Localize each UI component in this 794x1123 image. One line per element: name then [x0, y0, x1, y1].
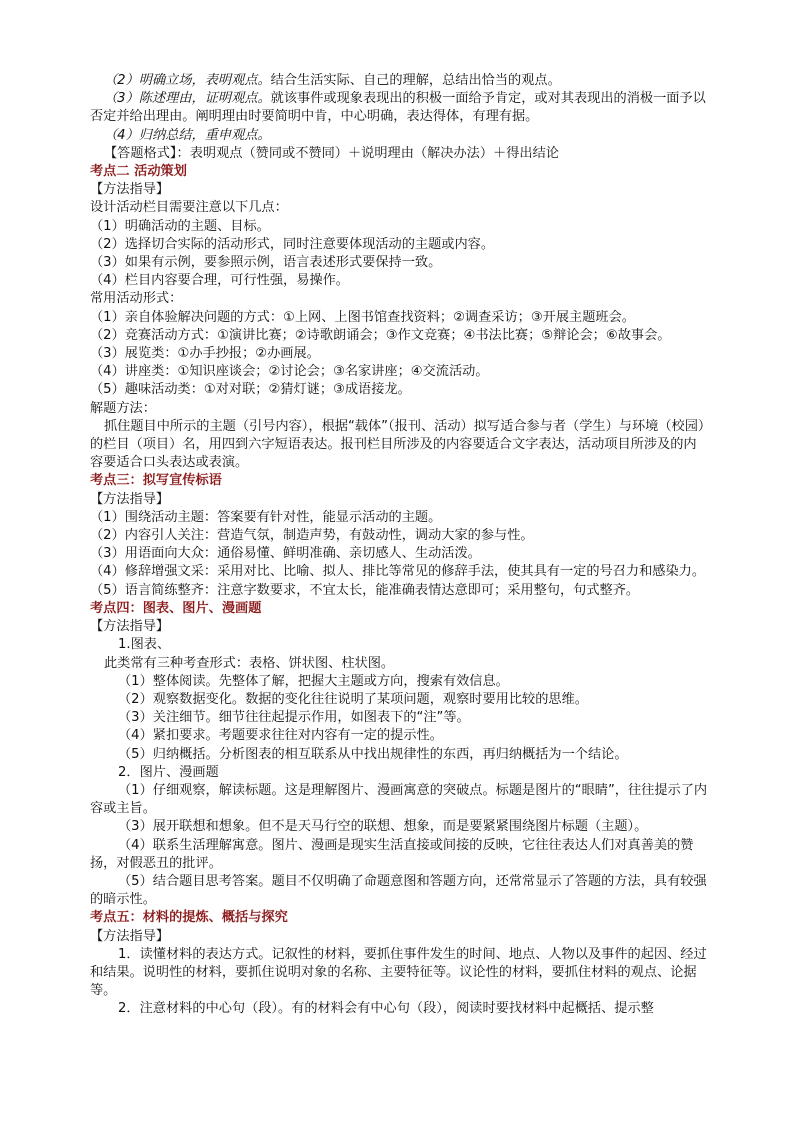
- text-run: 2．图片、漫画题: [118, 764, 219, 780]
- text-run: （2）竞赛活动方式：①演讲比赛；②诗歌朗诵会；③作文竞赛；④书法比赛；⑤辩论会；⑥故事会。: [90, 327, 671, 343]
- text-line: [90, 1000, 708, 1018]
- text-line: [90, 527, 708, 545]
- text-line: [90, 400, 708, 418]
- text-run: （1）亲自体验解决问题的方式：①上网、上图书馆查找资料；②调查采访；③开展主题班会。: [90, 309, 635, 325]
- text-run: 考点二 活动策划: [90, 164, 187, 180]
- text-run: （2）明确立场，表明观点。: [104, 73, 271, 88]
- text-line: [90, 709, 708, 727]
- text-run: （3）用语面向大众：通俗易懂、鲜明准确、亲切感人、生动活泼。: [90, 546, 481, 562]
- text-line: [90, 946, 708, 1001]
- text-line: [90, 636, 708, 654]
- text-line: [90, 327, 708, 345]
- text-line: [90, 199, 708, 217]
- text-run: （5）趣味活动类：①对对联；②猜灯谜；③成语接龙。: [90, 382, 411, 398]
- text-line: [90, 236, 708, 254]
- text-run: 就该事件或现象表现出的积极一面给予肯定，或对其表现出的消极一面予以否定并给出理由。阐明理由时要简明中肯，中心明确，表达得体，有理有据。: [90, 91, 706, 125]
- text-line: [90, 727, 708, 745]
- text-run: 常用活动形式：: [90, 291, 183, 307]
- document-page: [90, 72, 708, 1019]
- text-run: （4）联系生活理解寓意。图片、漫画是现实生活直接或间接的反映，它往往表达人们对真善美的赞扬，对假恶丑的批评。: [90, 837, 694, 871]
- text-run: （2）内容引人关注：营造气氛，制造声势，有鼓动性，调动大家的参与性。: [90, 528, 534, 544]
- text-line: [90, 509, 708, 527]
- text-run: （3）关注细节。细节往往起提示作用，如图表下的“注”等。: [118, 710, 470, 726]
- text-line: [90, 818, 708, 836]
- text-run: 此类常有三种考查形式：表格、饼状图、柱状图。: [104, 655, 395, 671]
- text-run: 【答题格式】：表明观点（赞同或不赞同）＋说明理由（解决办法）＋得出结论: [104, 145, 559, 161]
- text-run: （5）归纳概括。分析图表的相互联系从中找出规律性的东西，再归纳概括为一个结论。: [118, 746, 628, 762]
- text-run: （1）明确活动的主题、目标。: [90, 218, 270, 234]
- text-line: [90, 145, 708, 163]
- text-run: （4）栏目内容要合理，可行性强，易操作。: [90, 273, 349, 289]
- text-run: 考点五：材料的提炼、概括与探究: [90, 910, 288, 926]
- section-heading: [90, 472, 708, 490]
- text-line: [90, 618, 708, 636]
- text-line: [90, 381, 708, 399]
- text-line: [90, 254, 708, 272]
- text-run: 1．读懂材料的表达方式。记叙性的材料，要抓住事件发生的时间、地点、人物以及事件的起因、经过和结果。说明性的材料，要抓住说明对象的名称、主要特征等。议论性的材料，要抓住材料的观点、论据等。: [90, 946, 707, 999]
- text-run: （1）仔细观察，解读标题。这是理解图片、漫画寓意的突破点。标题是图片的“眼睛”，往往提示了内容或主旨。: [90, 782, 708, 817]
- text-line: [90, 837, 708, 873]
- text-line: [90, 272, 708, 290]
- text-line: [90, 418, 708, 473]
- text-line: [90, 290, 708, 308]
- text-run: （1）整体阅读。先整体了解，把握大主题或方向，搜索有效信息。: [118, 673, 509, 689]
- text-run: 抓住题目中所示的主题（引号内容），根据“载体”（报刊、活动）拟写适合参与者（学生）与环境（校园）的栏目（项目）名，用四到六字短语表达。报刊栏目所涉及的内容要适合文字表达，活动项目所涉及的内容要适合口头表达或表演。: [90, 418, 705, 471]
- text-run: 考点四：图表、图片、漫画题: [90, 600, 262, 616]
- text-line: [90, 309, 708, 327]
- text-run: （3）展览类：①办手抄报；②办画展。: [90, 346, 320, 362]
- text-run: 1.图表、: [118, 637, 171, 653]
- text-run: （3）陈述理由，证明观点。: [104, 91, 271, 107]
- text-run: 设计活动栏目需要注意以下几点：: [90, 200, 288, 216]
- text-line: [90, 563, 708, 581]
- text-run: 考点三：拟写宣传标语: [90, 473, 222, 489]
- text-line: [90, 764, 708, 782]
- text-line: [90, 491, 708, 509]
- section-heading: [90, 163, 708, 181]
- text-line: [90, 746, 708, 764]
- text-run: （4）归纳总结，重申观点。: [104, 127, 271, 143]
- text-line: [90, 655, 708, 673]
- text-line: [90, 691, 708, 709]
- text-line: [90, 873, 708, 909]
- text-line: [90, 582, 708, 600]
- text-run: （5）结合题目思考答案。题目不仅明确了命题意图和答题方向，还常常显示了答题的方法，具有较强的暗示性。: [90, 873, 707, 908]
- text-run: 【方法指导】: [90, 619, 170, 635]
- text-run: （3）展开联想和想象。但不是天马行空的联想、想象，而是要紧紧围绕图片标题（主题）。: [118, 819, 648, 835]
- text-run: （4）讲座类：①知识座谈会；②讨论会；③名家讲座；④交流活动。: [90, 364, 489, 380]
- section-heading: [90, 909, 708, 927]
- text-run: （2）选择切合实际的活动形式，同时注意要体现活动的主题或内容。: [90, 236, 495, 252]
- text-run: 2．注意材料的中心句（段）。有的材料会有中心句（段），阅读时要找材料中起概括、提示整: [118, 1001, 654, 1017]
- text-line: [90, 345, 708, 363]
- text-line: [90, 127, 708, 145]
- text-line: [90, 72, 708, 90]
- text-line: [90, 181, 708, 199]
- text-run: （2）观察数据变化。数据的变化往往说明了某项问题，观察时要用比较的思维。: [118, 691, 588, 707]
- text-line: [90, 545, 708, 563]
- text-run: 结合生活实际、自己的理解，总结出恰当的观点。: [270, 73, 561, 88]
- text-run: （1）围绕活动主题：答案要有针对性，能显示活动的主题。: [90, 509, 442, 525]
- section-heading: [90, 600, 708, 618]
- text-run: （4）紧扣要求。考题要求往往对内容有一定的提示性。: [118, 728, 443, 744]
- text-run: 【方法指导】: [90, 928, 170, 944]
- text-line: [90, 363, 708, 381]
- text-run: 【方法指导】: [90, 182, 170, 198]
- text-line: [90, 928, 708, 946]
- text-run: （3）如果有示例，要参照示例，语言表述形式要保持一致。: [90, 255, 442, 271]
- text-line: [90, 90, 708, 126]
- text-line: [90, 673, 708, 691]
- text-line: [90, 782, 708, 818]
- text-run: （5）语言简练整齐：注意字数要求，不宜太长，能准确表情达意即可；采用整句，句式整齐。: [90, 582, 640, 598]
- text-run: （4）修辞增强文采：采用对比、比喻、拟人、排比等常见的修辞手法，使其具有一定的号召力和感染力。: [90, 564, 706, 580]
- text-line: [90, 218, 708, 236]
- text-run: 解题方法：: [90, 400, 156, 416]
- text-run: 【方法指导】: [90, 491, 170, 507]
